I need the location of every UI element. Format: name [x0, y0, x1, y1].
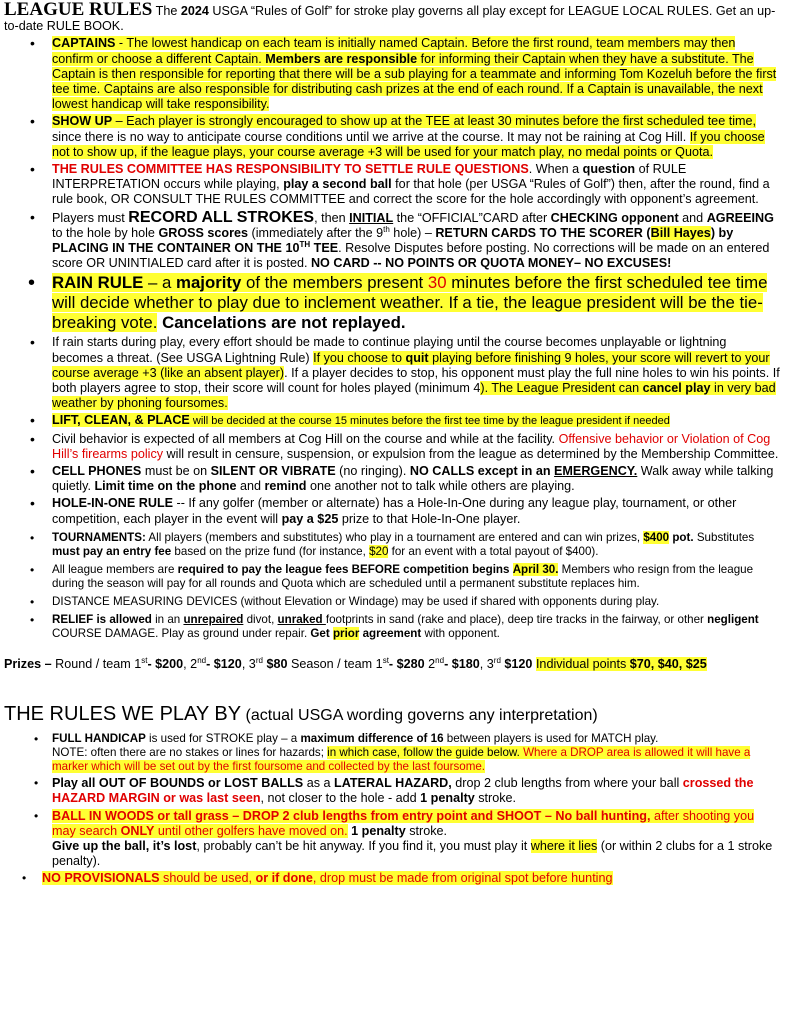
rule-record-strokes: [4, 210, 780, 272]
record-initial: INITIAL: [349, 210, 394, 225]
prizes-season-2-lead: 2: [424, 656, 436, 671]
rule-show-up: [4, 114, 780, 160]
civil-red: Offensive behavior or Violation of Cog Hill’s firearms policy: [52, 431, 771, 461]
hole-in-one-text-2: prize to that Hole-In-One player.: [338, 511, 521, 526]
show-up-text: – Each player is strongly encouraged to show up at the TEE at least 30 minutes before the first scheduled tee time,: [112, 114, 756, 129]
woods-penalty: 1 penalty: [351, 823, 406, 838]
handicap-text: is used for STROKE play – a: [145, 732, 301, 746]
record-text-7: hole) –: [389, 225, 436, 240]
oob-crossed: crossed the HAZARD MARGIN or was last seen: [52, 776, 754, 806]
rule-distance-devices: [4, 595, 780, 609]
relief-text-4: COURSE DAMAGE. Play as ground under repair.: [52, 626, 311, 640]
rain-play-text: If rain starts during play, every effort should be made to continue playing until the course becomes unplayable or lightning becomes a threat. (See USGA Lightning Rule): [52, 335, 727, 365]
lift-text: will be decided at the course 15 minutes before the first tee time by the league president if needed: [189, 415, 670, 428]
rules-year: 2024: [180, 4, 209, 18]
committee-text-3: for that hole (per USGA “Rules of Golf”) then, after the round, find a rule book, OR CONSULT THE RULES COMMITTEE and correct the score for the hole accordingly with opponent’s agreement.: [52, 177, 770, 207]
show-up-text-2: since there is no way to anticipate course conditions until we arrive at the course. It may not be raining at Cog Hill.: [52, 129, 690, 144]
prizes-sup-st-2: st: [382, 655, 389, 665]
phones-limit: Limit time on the phone: [94, 479, 237, 494]
play-rules-list: [4, 732, 780, 886]
record-gross: GROSS scores: [158, 225, 249, 240]
captains-text: - The lowest handicap on each team is initially named Captain. Before the first round, team members may then confirm or choose a different Captain.: [52, 36, 736, 66]
phones-remind: remind: [264, 479, 307, 494]
prizes-round-3-lead: , 3: [241, 656, 256, 671]
rule-ball-in-woods: [4, 809, 780, 870]
phones-text-2: (no ringing).: [335, 464, 410, 479]
fees-text: All league members are: [52, 562, 178, 576]
woods-label: BALL IN WOODS or tall grass – DROP 2 club lengths from entry point and SHOOT – No ball hunting,: [52, 808, 651, 823]
section-subtitle: (actual USGA wording governs any interpretation): [241, 707, 598, 725]
league-rules-intro: [4, 2, 780, 34]
prizes-season-2: - $180: [444, 656, 480, 671]
tournaments-label: TOURNAMENTS:: [52, 530, 146, 544]
committee-bold-1: question: [582, 162, 636, 177]
committee-bold-2: play a second ball: [283, 177, 392, 192]
prizes-sup-rd: rd: [255, 655, 263, 665]
phones-no-calls: NO CALLS except in an: [409, 464, 555, 479]
prizes-sup-rd-2: rd: [493, 655, 501, 665]
relief-text-3: footprints in sand (rake and place), deep tire tracks in the fairway, or other: [325, 612, 708, 626]
tournaments-text-2: Substitutes: [693, 530, 755, 544]
show-up-label: SHOW UP: [52, 114, 113, 129]
record-sup-2: TH: [299, 239, 311, 249]
rule-rain-during-play: [4, 335, 780, 411]
phones-emergency: EMERGENCY.: [554, 464, 638, 479]
provisionals-if-done: or if done: [255, 871, 313, 886]
rain-rule-text-2: of the members present: [241, 273, 428, 293]
prizes-round-2-lead: , 2: [183, 656, 198, 671]
prizes-round-2: - $120: [206, 656, 242, 671]
rain-rule-text: – a: [143, 273, 177, 293]
record-text-4: and: [678, 210, 707, 225]
tournaments-text-4: for an event with a total payout of $400).: [388, 544, 599, 558]
captains-text-2: for informing their Captain when they have a substitute. The Captain is then responsible for reporting that there will be a sub playing for a teammate and informing Tom Kozeluh before the first tee time. Captains are also responsible for distributing cash prizes at the end of each round. If a Captain is unavailable, the next lowest handicap will take responsibility.: [52, 51, 777, 112]
rule-relief: [4, 613, 780, 641]
rain-play-text-2: . If a player decides to stop, his opponent must play the full nine holes to win his points. If both players agree to stop, their score will count for holes played (minimum 4: [52, 365, 780, 396]
fees-date: April 30.: [512, 562, 559, 576]
rule-full-handicap: [4, 732, 780, 774]
oob-penalty: 1 penalty: [420, 791, 475, 806]
intro-text-2: USGA “Rules of Golf” for stroke play governs all play except for LEAGUE LOCAL RULES. Get an up-to-date RULE BOOK.: [4, 4, 776, 34]
relief-unrepaired: unrepaired: [183, 612, 244, 626]
oob-text-3: , not closer to the hole - add: [260, 791, 421, 806]
lift-label: LIFT, CLEAN, & PLACE: [52, 413, 190, 428]
relief-get: Get: [310, 626, 333, 640]
committee-label: THE RULES COMMITTEE HAS RESPONSIBILITY TO SETTLE RULE QUESTIONS: [52, 162, 529, 177]
committee-text-2: of RULE INTERPRETATION occurs while playing,: [52, 162, 687, 192]
prizes-season-3: $120: [500, 656, 533, 671]
prizes-individual-label: Individual points: [535, 656, 630, 671]
record-return: RETURN CARDS TO THE SCORER (: [435, 225, 651, 240]
rule-lift-clean-place: [4, 413, 780, 429]
woods-text-6: (or within 2 clubs for a 1 stroke penalty).: [52, 838, 773, 869]
woods-give-up: Give up the ball, it’s lost: [52, 838, 197, 853]
rule-cell-phones: [4, 464, 780, 494]
handicap-hl: in which case, follow the guide below.: [327, 746, 524, 760]
section-rules-we-play-by: [4, 702, 780, 728]
tournaments-text-3: based on the prize fund (for instance,: [171, 544, 370, 558]
rule-league-fees: [4, 563, 780, 591]
rule-committee: [4, 162, 780, 208]
oob-text: as a: [303, 776, 335, 791]
rule-hole-in-one: [4, 496, 780, 526]
show-up-text-3: If you choose not to show up, if the league plays, your course average +3 will be used for your match play, no medal points or Quota.: [52, 129, 765, 159]
record-checking: CHECKING opponent: [550, 210, 679, 225]
hole-in-one-pay: pay a $25: [281, 511, 339, 526]
record-agreeing: AGREEING: [706, 210, 774, 225]
woods-text: after shooting you may search: [52, 808, 755, 838]
woods-text-2: until other golfers have moved on.: [154, 823, 348, 838]
civil-text: Civil behavior is expected of all members at Cog Hill on the course and while at the facility.: [52, 431, 559, 446]
phones-text-5: one another not to talk while others are playing.: [306, 479, 575, 494]
phones-text-3: Walk away while talking quietly.: [52, 464, 774, 494]
tournaments-pot: pot.: [669, 530, 694, 544]
prizes-individual: $70, $40, $25: [629, 656, 707, 671]
handicap-note: NOTE: often there are no stakes or lines for hazards;: [52, 746, 328, 760]
phones-silent: SILENT OR VIBRATE: [210, 464, 336, 479]
league-rules-title: LEAGUE RULES: [4, 0, 153, 20]
prizes-label: Prizes –: [4, 656, 52, 671]
intro-text: The: [152, 4, 181, 18]
rain-rule-majority: majority: [176, 273, 242, 293]
distance-text: DISTANCE MEASURING DEVICES (without Elevation or Windage) may be used if shared with opponents during play.: [52, 594, 660, 608]
rule-rain: [4, 273, 780, 333]
hole-in-one-label: HOLE-IN-ONE RULE: [52, 496, 174, 511]
phones-label: CELL PHONES: [52, 464, 142, 479]
record-text-2: , then: [314, 210, 350, 225]
relief-unraked: unraked: [277, 612, 326, 626]
provisionals-text: should be used,: [159, 871, 256, 886]
rain-play-hl-2: playing before finishing 9 holes, your score will revert to your course average +3 (like an absent player): [52, 350, 770, 380]
tournaments-text: All players (members and substitutes) who play in a tournament are entered and can win prizes,: [145, 530, 644, 544]
provisionals-label: NO PROVISIONALS: [42, 871, 160, 886]
woods-only: ONLY: [120, 823, 155, 838]
oob-text-4: stroke.: [474, 791, 517, 806]
prizes-round-3: $80: [262, 656, 288, 671]
phones-text-4: and: [236, 479, 265, 494]
record-text-3: the “OFFICIAL”CARD after: [393, 210, 551, 225]
record-tee: TEE: [310, 241, 339, 256]
rule-captains: [4, 36, 780, 112]
league-rules-list: [4, 36, 780, 640]
woods-where-it-lies: where it lies: [530, 838, 598, 853]
rain-rule-cancel: Cancelations are not replayed.: [162, 313, 406, 333]
captains-label: CAPTAINS: [52, 36, 116, 51]
scorer-name: Bill Hayes: [650, 225, 711, 240]
woods-text-5: , probably can’t be hit anyway. If you find it, you must play it: [196, 838, 531, 853]
tournaments-fee: $20: [369, 544, 389, 558]
prizes-sup-nd-2: nd: [435, 655, 445, 665]
record-text-6: (immediately after the 9: [248, 225, 384, 240]
prizes-season-1: - $280: [388, 656, 425, 671]
committee-text: . When a: [528, 162, 583, 177]
rain-play-cancel: cancel play: [642, 381, 711, 396]
rain-play-hl-4: in very bad weather by phoning foursomes.: [52, 381, 776, 411]
record-no-card: NO CARD -- NO POINTS OR QUOTA MONEY– NO EXCUSES!: [310, 256, 672, 271]
record-sup-1: th: [383, 224, 390, 234]
hole-in-one-text: -- If any golfer (member or alternate) has a Hole-In-One during any league play, tournament, or other competition, each player in the event will: [52, 496, 737, 526]
tournaments-pot-amount: $400: [643, 530, 670, 544]
prizes-round-1: - $200: [147, 656, 184, 671]
oob-text-2: drop 2 club lengths from where your ball: [451, 776, 683, 791]
rain-rule-minutes: 30: [427, 273, 447, 293]
relief-text-2: divot,: [243, 612, 278, 626]
relief-label: RELIEF is allowed: [52, 612, 152, 626]
rule-civil-behavior: [4, 432, 780, 462]
record-big: RECORD ALL STROKES: [128, 208, 315, 226]
prizes-line: [4, 657, 780, 672]
relief-prior: prior: [332, 626, 360, 640]
prizes-season-3-lead: , 3: [479, 656, 494, 671]
prizes-round: Round / team 1: [51, 656, 142, 671]
fees-text-3: Members who resign from the league during the season will pay for all rounds and Quota which are scheduled until a permanent substitute replaces him.: [52, 562, 754, 590]
prizes-sup-st: st: [141, 655, 148, 665]
handicap-max: maximum difference of 16: [300, 732, 444, 746]
captains-bold: Members are responsible: [265, 51, 418, 66]
record-text: Players must: [52, 210, 129, 225]
prizes-sup-nd: nd: [197, 655, 207, 665]
record-placing: ) by PLACING IN THE CONTAINER ON THE 10: [52, 225, 734, 256]
record-text-8: . Resolve Disputes before posting. No corrections will be made on an entered score OR UNINTIALED card after it is posted.: [52, 241, 770, 271]
rain-rule-label: RAIN RULE: [52, 273, 144, 293]
record-text-5: to the hole by hole: [52, 225, 159, 240]
rule-tournaments: [4, 531, 780, 559]
rain-play-hl-3: ). The League President can: [480, 381, 643, 396]
handicap-drop-area: Where a DROP area is allowed it will have a marker which will be set out by the first foursome and collected by the last foursome.: [52, 746, 751, 774]
phones-text: must be on: [141, 464, 211, 479]
relief-negligent: negligent: [707, 612, 759, 626]
handicap-text-2: between players is used for MATCH play.: [443, 732, 659, 746]
rain-play-quit: quit: [405, 350, 429, 365]
civil-text-2: will result in censure, suspension, or expulsion from the league as determined by the Membership Committee.: [163, 446, 779, 461]
rule-out-of-bounds: [4, 776, 780, 806]
rule-no-provisionals: [4, 871, 780, 886]
provisionals-text-2: , drop must be made from original spot before hunting: [312, 871, 613, 886]
oob-lateral: LATERAL HAZARD,: [334, 776, 452, 791]
section-title: THE RULES WE PLAY BY: [4, 703, 242, 726]
relief-agreement: agreement: [359, 626, 422, 640]
handicap-label: FULL HANDICAP: [52, 732, 146, 746]
rain-play-hl-1: If you choose to: [313, 350, 406, 365]
fees-required: required to pay the league fees BEFORE competition begins: [177, 562, 510, 576]
oob-label: Play all OUT OF BOUNDS or LOST BALLS: [52, 776, 304, 791]
prizes-season: Season / team 1: [287, 656, 383, 671]
relief-text-5: with opponent.: [421, 626, 500, 640]
relief-text: in an: [151, 612, 184, 626]
woods-text-4: stroke.: [405, 823, 448, 838]
tournaments-must: must pay an entry fee: [52, 544, 172, 558]
rain-rule-text-3: minutes before the first scheduled tee time will decide whether to play due to inclement weather. If a tie, the league president will be the tie-breaking vote.: [52, 273, 768, 333]
